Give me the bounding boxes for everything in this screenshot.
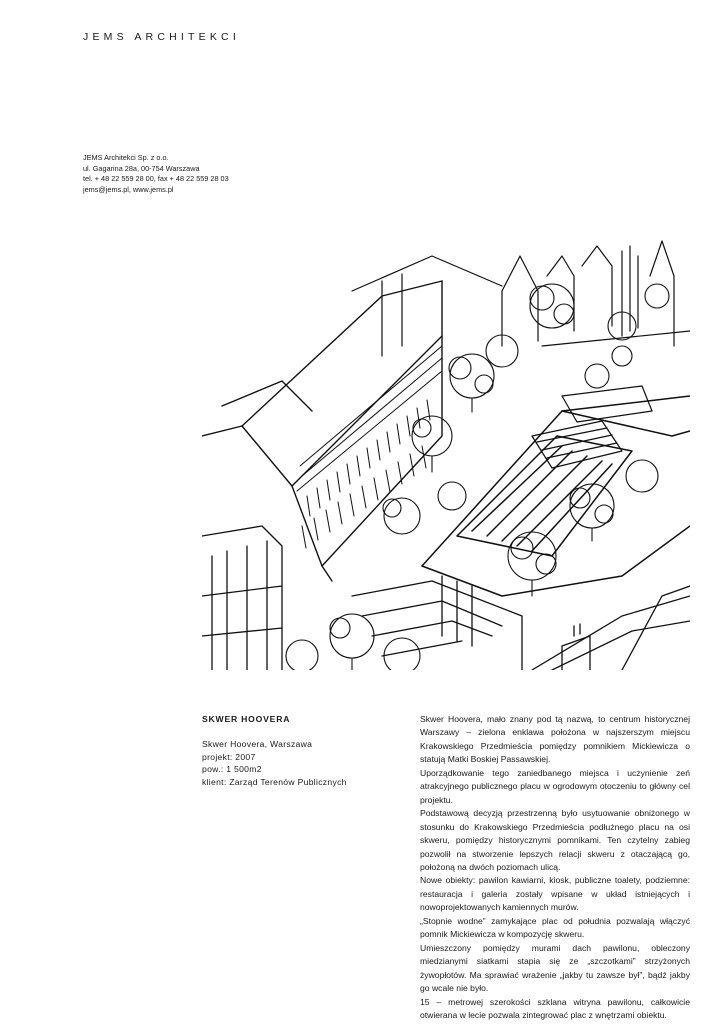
project-description bbox=[420, 713, 690, 1022]
architectural-sketch bbox=[202, 236, 690, 670]
description-paragraph: Nowe obiekty: pawilon kawiarni, kiosk, publiczne toalety, podziemne: restauracja i galeria zostały wpisane w układ istniejących i nowoprojektowanych kamiennych murów. bbox=[420, 875, 690, 913]
project-year: projekt: 2007 bbox=[202, 751, 256, 762]
description-paragraph: Uporządkowanie tego zaniedbanego miejsca i uczynienie zeń atrakcyjnego publicznego placu w ogrodowym otoczeniu to główny cel projektu. bbox=[420, 767, 690, 805]
brand-wordmark: JEMS ARCHITEKCI bbox=[83, 31, 240, 43]
description-paragraph: „Stopnie wodne” zamykające plac od południa pozwalają włączyć pomnik Mickiewicza w kompozycję skweru. bbox=[420, 915, 690, 940]
project-client: klient: Zarząd Terenów Publicznych bbox=[202, 776, 347, 787]
description-paragraph: Podstawową decyzją przestrzenną było usytuowanie obniżonego w stosunku do Krakowskiego Przedmieścia podłużnego placu na osi skweru, pomiędzy historycznymi pomnikami. Ten czytelny zabieg pozwolił na stworzenie lepszych relacji skweru z otaczającą go, położoną na dwóch poziomach ulicą. bbox=[420, 808, 690, 872]
company-name: JEMS Architekci Sp. z o.o. bbox=[83, 153, 169, 162]
description-paragraph: Umieszczony pomiędzy murami dach pawilonu, obleczony miedzianymi siatkami stapia się ze „szczotkami” strzyżonych żywopłotów. Ma sprawiać wrażenie „jakby tu zawsze był”, bądź jakby go wcale nie było. bbox=[420, 942, 690, 994]
company-address: ul. Gagarina 28a, 00-754 Warszawa bbox=[83, 163, 200, 173]
project-title: SKWER HOOVERA bbox=[202, 714, 291, 724]
description-paragraph: 15 – metrowej szerokości szklana witryna pawilonu, całkowicie otwierana w lecie pozwala zintegrować plac z wnętrzami obiektu. bbox=[420, 996, 690, 1020]
project-location: Skwer Hoovera, Warszawa bbox=[202, 739, 313, 750]
company-phone: tel. + 48 22 559 28 00, fax + 48 22 559 28 03 bbox=[83, 174, 229, 184]
project-info bbox=[202, 713, 402, 788]
project-area: pow.: 1 500m2 bbox=[202, 764, 262, 775]
company-web: jems@jems.pl, www.jems.pl bbox=[83, 184, 174, 194]
description-paragraph: Skwer Hoovera, mało znany pod tą nazwą, to centrum historycznej Warszawy – zielona enklawa położona w najszerszym miejscu Krakowskiego Przedmieścia pomiędzy pomnikiem Mickiewicza o statują Matki Boskiej Passawskiej. bbox=[420, 714, 690, 765]
contact-block bbox=[83, 153, 229, 195]
